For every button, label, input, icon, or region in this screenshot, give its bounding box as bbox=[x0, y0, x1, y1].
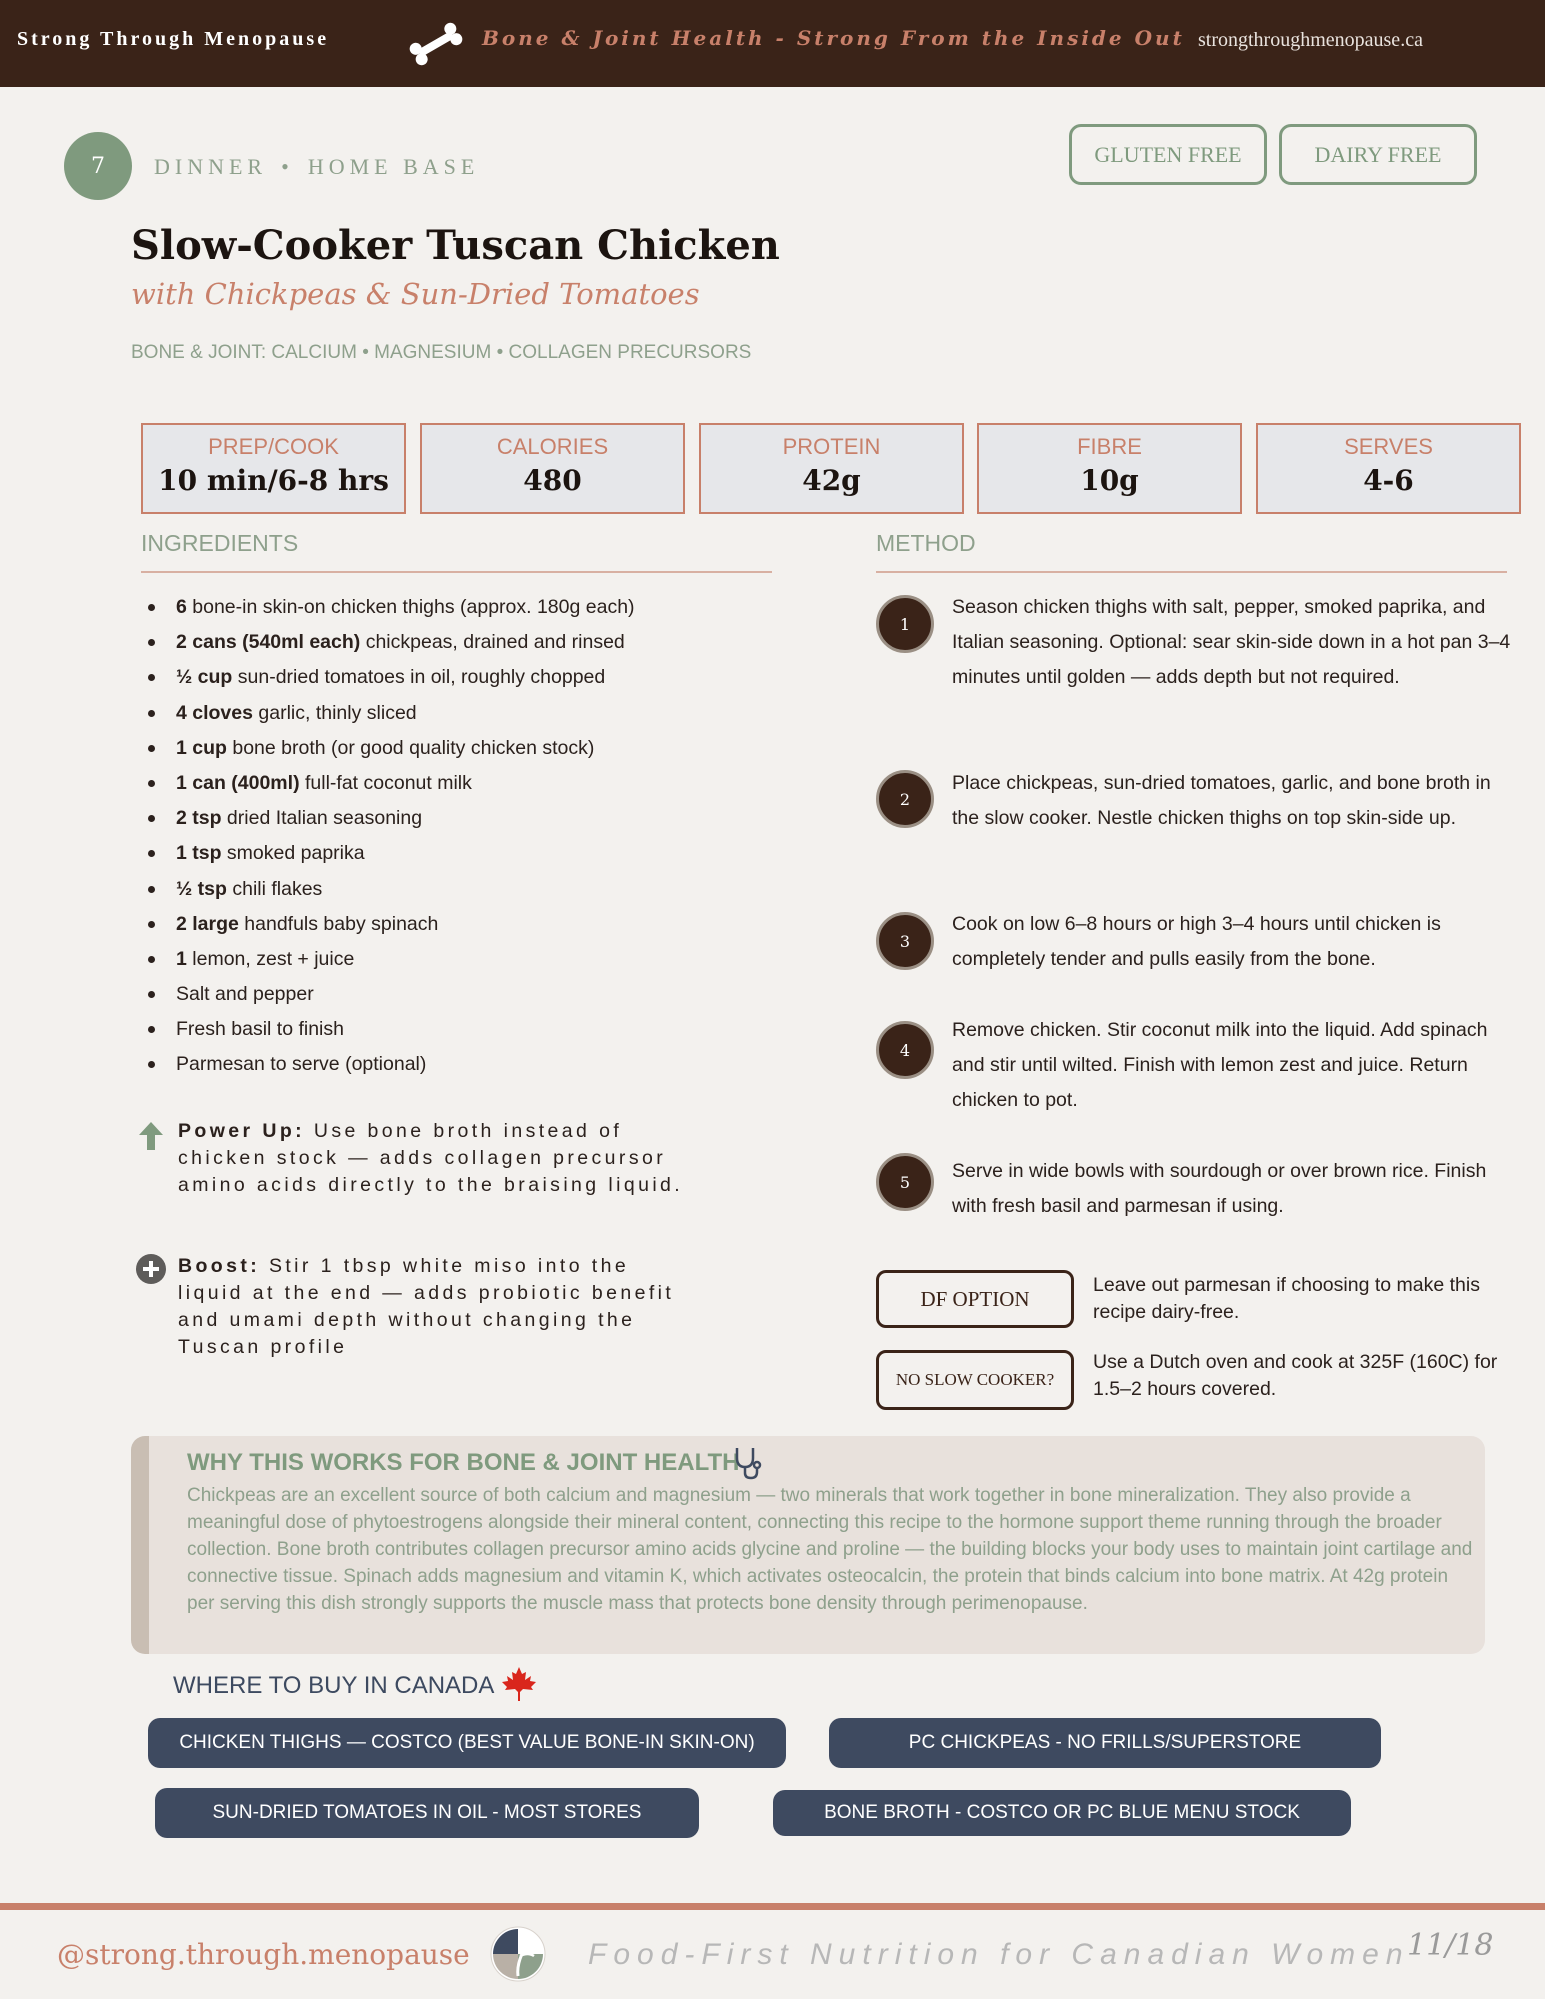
ingredient-text: Fresh basil to finish bbox=[176, 1018, 344, 1041]
ingredient-quantity: ½ cup bbox=[176, 666, 233, 689]
df-option-text: Leave out parmesan if choosing to make this recipe dairy-free. bbox=[1093, 1274, 1480, 1323]
stat-protein bbox=[699, 423, 964, 514]
ingredient-item bbox=[148, 592, 768, 627]
ingredient-item bbox=[148, 662, 768, 697]
arrow-up-icon bbox=[137, 1120, 165, 1152]
why-heading: WHY THIS WORKS FOR BONE & JOINT HEALTH bbox=[187, 1449, 740, 1476]
recipe-subtitle: with Chickpeas & Sun-Dried Tomatoes bbox=[131, 277, 700, 311]
power-up-label: Power Up: bbox=[178, 1120, 306, 1142]
method-divider bbox=[876, 571, 1507, 573]
ingredient-item bbox=[148, 979, 768, 1014]
ingredient-text: bone-in skin-on chicken thighs (approx. 180g each) bbox=[186, 596, 635, 618]
ingredient-quantity: 6 bbox=[176, 596, 187, 618]
page-number: 11/18 bbox=[1407, 1928, 1494, 1963]
boost-label: Boost: bbox=[178, 1255, 261, 1277]
step-number: 1 bbox=[876, 595, 934, 653]
footer-divider bbox=[0, 1903, 1545, 1910]
nutrient-focus: BONE & JOINT: CALCIUM • MAGNESIUM • COLLAGEN PRECURSORS bbox=[131, 342, 752, 363]
step-number: 2 bbox=[876, 770, 934, 828]
ingredient-quantity: 2 large bbox=[176, 912, 239, 935]
ingredient-quantity: 1 cup bbox=[176, 736, 227, 759]
ingredient-quantity: ½ tsp bbox=[176, 877, 227, 900]
stat-prep-cook bbox=[141, 423, 406, 514]
category-separator: • bbox=[281, 154, 294, 179]
stat-label: PROTEIN bbox=[782, 434, 881, 459]
stat-serves bbox=[1256, 423, 1521, 514]
plus-circle-icon bbox=[135, 1253, 167, 1285]
ingredient-quantity: 1 can (400ml) bbox=[176, 771, 300, 794]
ingredient-quantity: 4 cloves bbox=[176, 701, 253, 724]
buy-bone-broth[interactable]: BONE BROTH - COSTCO OR PC BLUE MENU STOCK bbox=[773, 1790, 1351, 1836]
ingredient-item bbox=[148, 909, 768, 944]
stat-fibre bbox=[977, 423, 1242, 514]
ingredient-item bbox=[148, 874, 768, 909]
buy-sun-dried-tomatoes[interactable]: SUN-DRIED TOMATOES IN OIL - MOST STORES bbox=[155, 1788, 699, 1838]
stat-label: SERVES bbox=[1344, 434, 1433, 459]
stat-value: 4-6 bbox=[1363, 464, 1414, 497]
ingredient-text: smoked paprika bbox=[221, 842, 365, 865]
where-to-buy-heading: WHERE TO BUY IN CANADA bbox=[173, 1672, 495, 1699]
ingredient-text: chili flakes bbox=[226, 877, 323, 900]
footer-tagline: Food-First Nutrition for Canadian Women bbox=[588, 1938, 1410, 1971]
recipe-title: Slow-Cooker Tuscan Chicken bbox=[131, 222, 780, 269]
ingredient-list bbox=[148, 592, 768, 1085]
header-tagline: Bone & Joint Health - Strong From the Inside Out bbox=[482, 26, 1185, 50]
stethoscope-icon bbox=[732, 1445, 762, 1481]
stat-value: 42g bbox=[802, 464, 861, 497]
no-slow-cooker-button[interactable]: NO SLOW COOKER? bbox=[876, 1350, 1074, 1410]
recipe-category bbox=[154, 154, 479, 180]
ingredient-item bbox=[148, 1049, 768, 1084]
ingredients-divider bbox=[141, 571, 772, 573]
category-label: DINNER bbox=[154, 154, 268, 179]
stat-label: FIBRE bbox=[1077, 434, 1142, 459]
step-number: 5 bbox=[876, 1153, 934, 1211]
brand-name: Strong Through Menopause bbox=[17, 28, 330, 50]
ingredient-text: chickpeas, drained and rinsed bbox=[360, 631, 625, 654]
no-slow-cooker-text: Use a Dutch oven and cook at 325F (160C) for 1.5–2 hours covered. bbox=[1093, 1351, 1498, 1400]
why-this-works-panel bbox=[131, 1436, 1485, 1654]
stat-calories bbox=[420, 423, 685, 514]
power-up-tip bbox=[178, 1118, 698, 1199]
step-number: 4 bbox=[876, 1021, 934, 1079]
ingredient-item bbox=[148, 627, 768, 662]
ingredient-item bbox=[148, 1014, 768, 1049]
ingredient-text: lemon, zest + juice bbox=[186, 947, 355, 970]
recipe-number-badge: 7 bbox=[64, 132, 132, 200]
step-text: Remove chicken. Stir coconut milk into the liquid. Add spinach and stir until wilted. Finish with lemon zest and juice. Return chicken to pot. bbox=[952, 1019, 1488, 1111]
gluten-free-tag: GLUTEN FREE bbox=[1069, 124, 1267, 185]
website-link[interactable]: strongthroughmenopause.ca bbox=[1198, 29, 1423, 51]
stat-label: PREP/COOK bbox=[208, 434, 339, 459]
step-text: Serve in wide bowls with sourdough or over brown rice. Finish with fresh basil and parmesan if using. bbox=[952, 1160, 1487, 1217]
buy-chicken-thighs[interactable]: CHICKEN THIGHS — COSTCO (BEST VALUE BONE-IN SKIN-ON) bbox=[148, 1718, 786, 1768]
dairy-free-tag: DAIRY FREE bbox=[1279, 124, 1477, 185]
logo-icon bbox=[490, 1926, 546, 1982]
stat-value: 10g bbox=[1080, 464, 1139, 497]
ingredient-text: Salt and pepper bbox=[176, 983, 314, 1006]
step-text: Cook on low 6–8 hours or high 3–4 hours until chicken is completely tender and pulls easily from the bone. bbox=[952, 913, 1441, 970]
ingredient-text: sun-dried tomatoes in oil, roughly chopped bbox=[232, 666, 606, 689]
ingredient-text: bone broth (or good quality chicken stock) bbox=[226, 736, 595, 759]
header-bar bbox=[0, 0, 1545, 87]
step-number: 3 bbox=[876, 912, 934, 970]
ingredient-text: garlic, thinly sliced bbox=[252, 701, 417, 724]
ingredient-item bbox=[148, 803, 768, 838]
ingredient-text: dried Italian seasoning bbox=[221, 807, 423, 830]
bone-icon bbox=[405, 22, 467, 66]
maple-leaf-icon bbox=[500, 1665, 538, 1703]
stat-label: CALORIES bbox=[496, 434, 609, 459]
ingredient-quantity: 1 bbox=[176, 947, 187, 970]
buy-chickpeas[interactable]: PC CHICKPEAS - NO FRILLS/SUPERSTORE bbox=[829, 1718, 1381, 1768]
ingredient-item bbox=[148, 698, 768, 733]
ingredient-item bbox=[148, 838, 768, 873]
ingredient-quantity: 2 tsp bbox=[176, 807, 222, 830]
boost-text: Stir 1 tbsp white miso into the liquid at the end — adds probiotic benefit and umami depth without changing the Tuscan profile bbox=[178, 1255, 675, 1358]
boost-tip bbox=[178, 1253, 698, 1361]
ingredients-heading: INGREDIENTS bbox=[141, 530, 299, 556]
ingredient-item bbox=[148, 944, 768, 979]
ingredient-text: Parmesan to serve (optional) bbox=[176, 1053, 427, 1076]
why-body: Chickpeas are an excellent source of both calcium and magnesium — two minerals that work together in bone mineralization. They also provide a meaningful dose of phytoestrogens alongside their mineral content, connecting this recipe to the hormone support theme running through the broader collection. Bone broth contributes collagen precursor amino acids glycine and proline — the building blocks your body uses to maintain joint cartilage and connective tissue. Spinach adds magnesium and vitamin K, which activates osteocalcin, the protein that binds calcium into bone matrix. At 42g protein per serving this dish strongly supports the muscle mass that protects bone density through perimenopause. bbox=[187, 1485, 1473, 1614]
power-up-text: Use bone broth instead of chicken stock — adds collagen precursor amino acids directly to the braising liquid. bbox=[178, 1120, 684, 1196]
ingredient-item bbox=[148, 768, 768, 803]
step-text: Place chickpeas, sun-dried tomatoes, garlic, and bone broth in the slow cooker. Nestle chicken thighs on top skin-side up. bbox=[952, 772, 1491, 829]
ingredient-text: handfuls baby spinach bbox=[238, 912, 439, 935]
ingredient-item bbox=[148, 733, 768, 768]
ingredient-quantity: 2 cans (540ml each) bbox=[176, 631, 361, 654]
stat-value: 10 min/6-8 hrs bbox=[158, 464, 389, 497]
stat-value: 480 bbox=[523, 464, 582, 497]
step-text: Season chicken thighs with salt, pepper, smoked paprika, and Italian seasoning. Optional: sear skin-side down in a hot pan 3–4 minutes until golden — adds depth but not required. bbox=[952, 596, 1511, 688]
df-option-button[interactable]: DF OPTION bbox=[876, 1270, 1074, 1328]
ingredient-text: full-fat coconut milk bbox=[299, 771, 472, 794]
social-handle[interactable]: @strong.through.menopause bbox=[57, 1938, 470, 1971]
ingredient-quantity: 1 tsp bbox=[176, 842, 222, 865]
method-heading: METHOD bbox=[876, 530, 976, 556]
base-label: HOME BASE bbox=[307, 154, 480, 179]
